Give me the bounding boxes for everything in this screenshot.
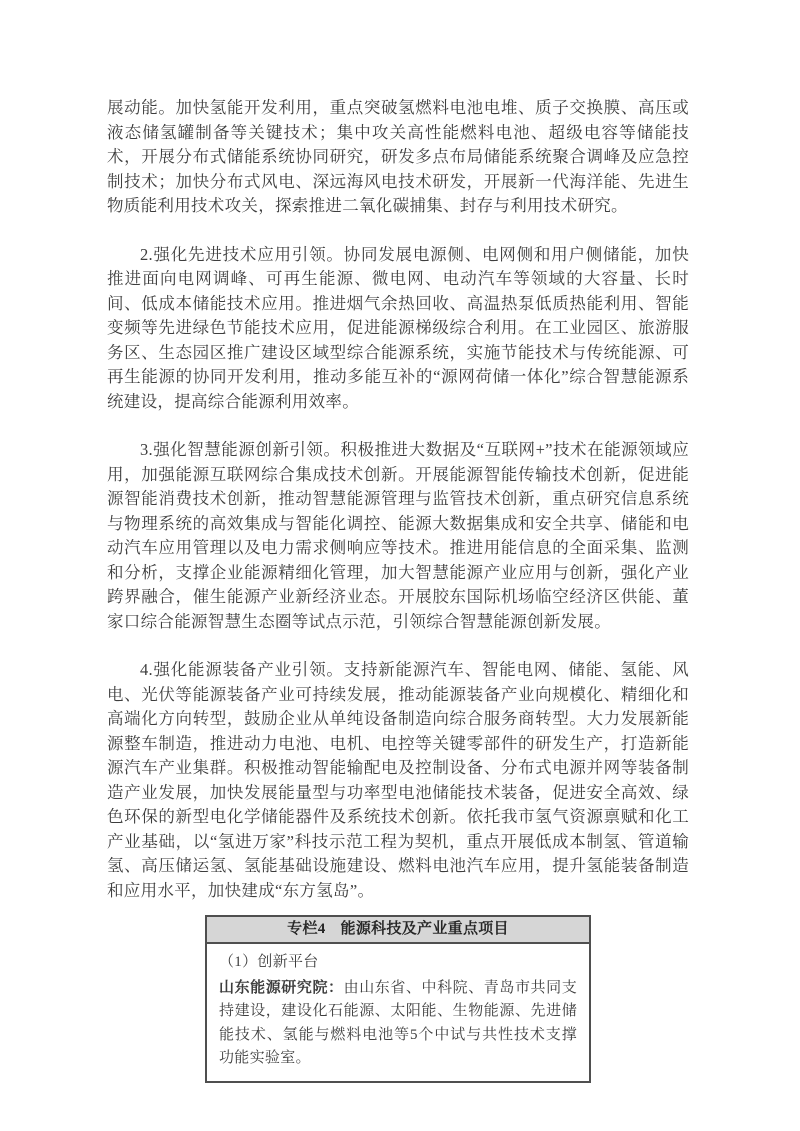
body-paragraph-3: 3.强化智慧能源创新引领。积极推进大数据及“互联网+”技术在能源领域应用，加强能源互联网综合集成技术创新。开展能源智能传输技术创新，促进能源智能消费技术创新，推动智慧能源管理与监管技术创新，重点研究信息系统与物理系统的高效集成与智能化调控、能源大数据集成和安全共享、储能和电动汽车应用管理以及电力需求侧响应等技术。推进用能信息的全面采集、监测和分析，支撑企业能源精细化管理，加大智慧能源产业应用与创新，强化产业跨界融合，催生能源产业新经济业态。开展胶东国际机场临空经济区供能、董家口综合能源智慧生态圈等试点示范，引领综合智慧能源创新发展。 [107, 440, 689, 631]
highlight-panel-column4 [205, 915, 591, 1083]
panel-entry-body: 由山东省、中科院、青岛市共同支持建设，建设化石能源、太阳能、生物能源、先进储能技术、氢能与燃料电池等5个中试与共性技术支撑功能实验室。 [219, 979, 577, 1066]
panel-item-heading: （1）创新平台 [219, 954, 319, 970]
panel-header [205, 915, 591, 944]
body-paragraph-2: 2.强化先进技术应用引领。协同发展电源侧、电网侧和用户侧储能，加快推进面向电网调峰、可再生能源、微电网、电动汽车等领域的大容量、长时间、低成本储能技术应用。推进烟气余热回收、高温热泵低质热能利用、智能变频等先进绿色节能技术应用，促进能源梯级综合利用。在工业园区、旅游服务区、生态园区推广建设区域型综合能源系统，实施节能技术与传统能源、可再生能源的协同开发利用，推动多能互补的“源网荷储一体化”综合智慧能源系统建设，提高综合能源利用效率。 [107, 244, 689, 411]
document-page-body [107, 96, 689, 1083]
panel-entry [219, 977, 577, 1071]
panel-title-number: 专栏4 [287, 921, 326, 937]
panel-body [205, 944, 591, 1083]
body-paragraph-4: 4.强化能源装备产业引领。支持新能源汽车、智能电网、储能、氢能、风电、光伏等能源装备产业可持续发展，推动能源装备产业向规模化、精细化和高端化方向转型，鼓励企业从单纯设备制造向综合服务商转型。大力发展新能源整车制造，推进动力电池、电机、电控等关键零部件的研发生产，打造新能源汽车产业集群。积极推动智能输配电及控制设备、分布式电源并网等装备制造产业发展，加快发展能量型与功率型电池储能技术装备，促进安全高效、绿色环保的新型电化学储能器件及系统技术创新。依托我市氢气资源禀赋和化工产业基础，以“氢进万家”科技示范工程为契机，重点开展低成本制氢、管道输氢、高压储运氢、氢能基础设施建设、燃料电池汽车应用，提升氢能装备制造和应用水平，加快建成“东方氢岛”。 [107, 660, 689, 900]
panel-entry-label: 山东能源研究院： [219, 979, 344, 996]
panel-title-text: 能源科技及产业重点项目 [340, 921, 509, 937]
body-paragraph-continuation: 展动能。加快氢能开发利用，重点突破氢燃料电池电堆、质子交换膜、高压或液态储氢罐制备等关键技术；集中攻关高性能燃料电池、超级电容等储能技术，开展分布式储能系统协同研究，研发多点布局储能系统聚合调峰及应急控制技术；加快分布式风电、深远海风电技术研发，开展新一代海洋能、先进生物质能利用技术攻关，探索推进二氧化碳捕集、封存与利用技术研究。 [107, 98, 689, 215]
